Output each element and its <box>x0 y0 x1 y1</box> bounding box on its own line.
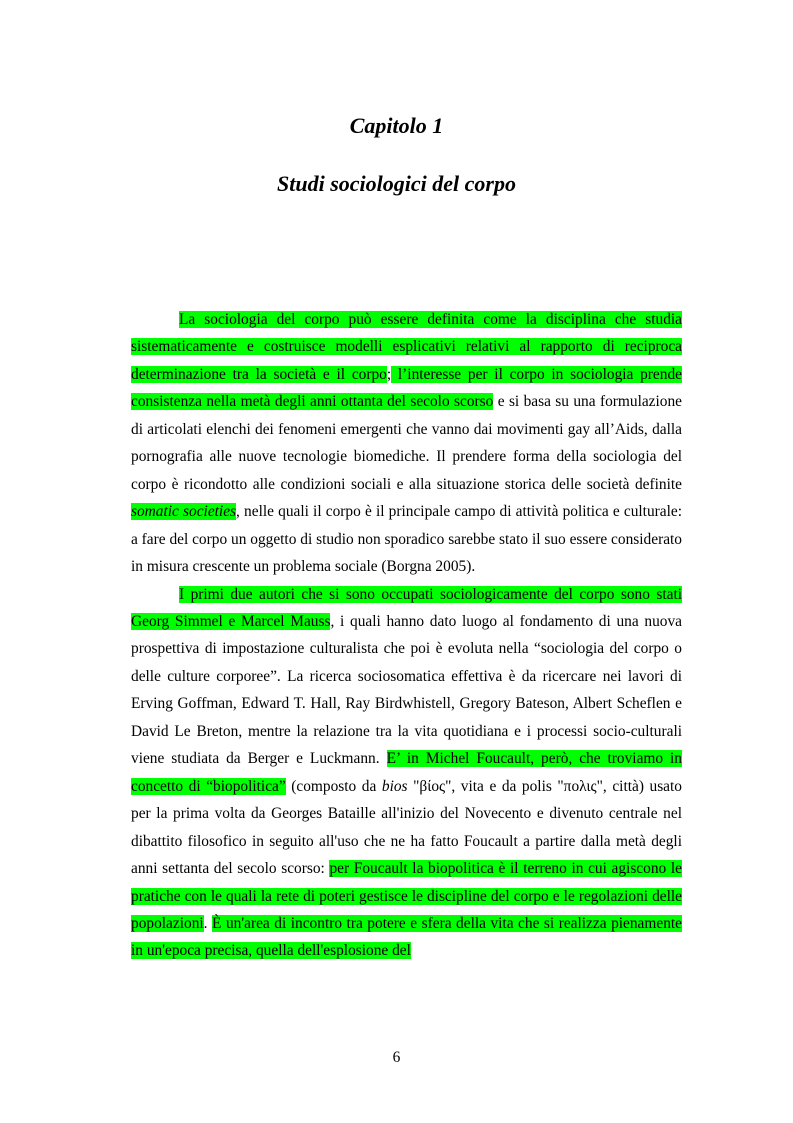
chapter-label: Capitolo 1 <box>349 113 444 138</box>
highlighted-text: per Foucault la biopolitica è il terreno in cui agiscono le pratiche con le quali la rete di poteri gestisce le discipline del corpo e le regolazioni delle popolazioni <box>131 860 682 932</box>
highlighted-italic-text: somatic societies <box>131 503 237 521</box>
text-span: , i quali hanno dato luogo al fondamento di una nuova prospettiva di impostazione culturalista che poi è evoluta nella “sociologia del corpo o delle culture corporee”. La ricerca sociosomatica effettiva è da ricercare nei lavori di Erving Goffman, Edward T. Hall, Ray Birdwhistell, Gregory Bateson, Albert Scheflen e David Le Breton, mentre la relazione tra la vita quotidiana e i processi socio-culturali viene studiata da Berger e Luckmann. <box>131 612 682 768</box>
highlighted-text: E’ in Michel Foucault, però, che troviamo in concetto di “biopolitica” <box>131 750 682 795</box>
text-span: e si basa su una formulazione di articolati elenchi dei fenomeni emergenti che vanno dai movimenti gay all’Aids, dalla pornografia alle nuove tecnologie biomediche. Il prendere forma della sociologia del corpo è ricondotto alle condizioni sociali e alla situazione storica delle società definite <box>131 393 683 493</box>
highlighted-text: La sociologia del corpo può essere definita come la disciplina che studia sistematicamente e costruisce modelli esplicativi relativi al rapporto di reciproca determinazione tra la società e il corpo <box>131 311 682 383</box>
body-text <box>131 306 682 965</box>
italic-term: bios <box>381 777 408 795</box>
highlighted-text: l’interesse per il corpo in sociologia prende consistenza nella metà degli anni ottanta del secolo scorso <box>131 365 682 411</box>
page-number: 6 <box>392 1049 401 1066</box>
chapter-title: Studi sociologici del corpo <box>277 171 516 196</box>
highlighted-text: È un'area di incontro tra potere e sfera della vita che si realizza pienamente in un'epoca precisa, quella dell'esplosione del <box>131 914 682 960</box>
text-span: "βίος", vita e da polis "πολις", città) usato per la prima volta da Georges Bataille all'inizio del Novecento e divenuto centrale nel dibattito filosofico in seguito all'uso che ne ha fatto Foucault a partire dalla metà degli anni settanta del secolo scorso: <box>131 777 682 878</box>
paragraph-2 <box>131 581 682 965</box>
text-span: ; <box>386 365 392 383</box>
text-span: (composto da <box>285 777 382 795</box>
paragraph-1 <box>131 306 682 581</box>
highlighted-text: I primi due autori che si sono occupati sociologicamente del corpo sono stati Georg Simmel e Marcel Mauss <box>131 585 682 630</box>
text-span: , nelle quali il corpo è il principale campo di attività politica e culturale: a fare del corpo un oggetto di studio non sporadico sarebbe stato il suo essere considerato in misura crescente un problema sociale (Borgna 2005). <box>131 503 682 576</box>
text-span: . <box>203 914 213 932</box>
